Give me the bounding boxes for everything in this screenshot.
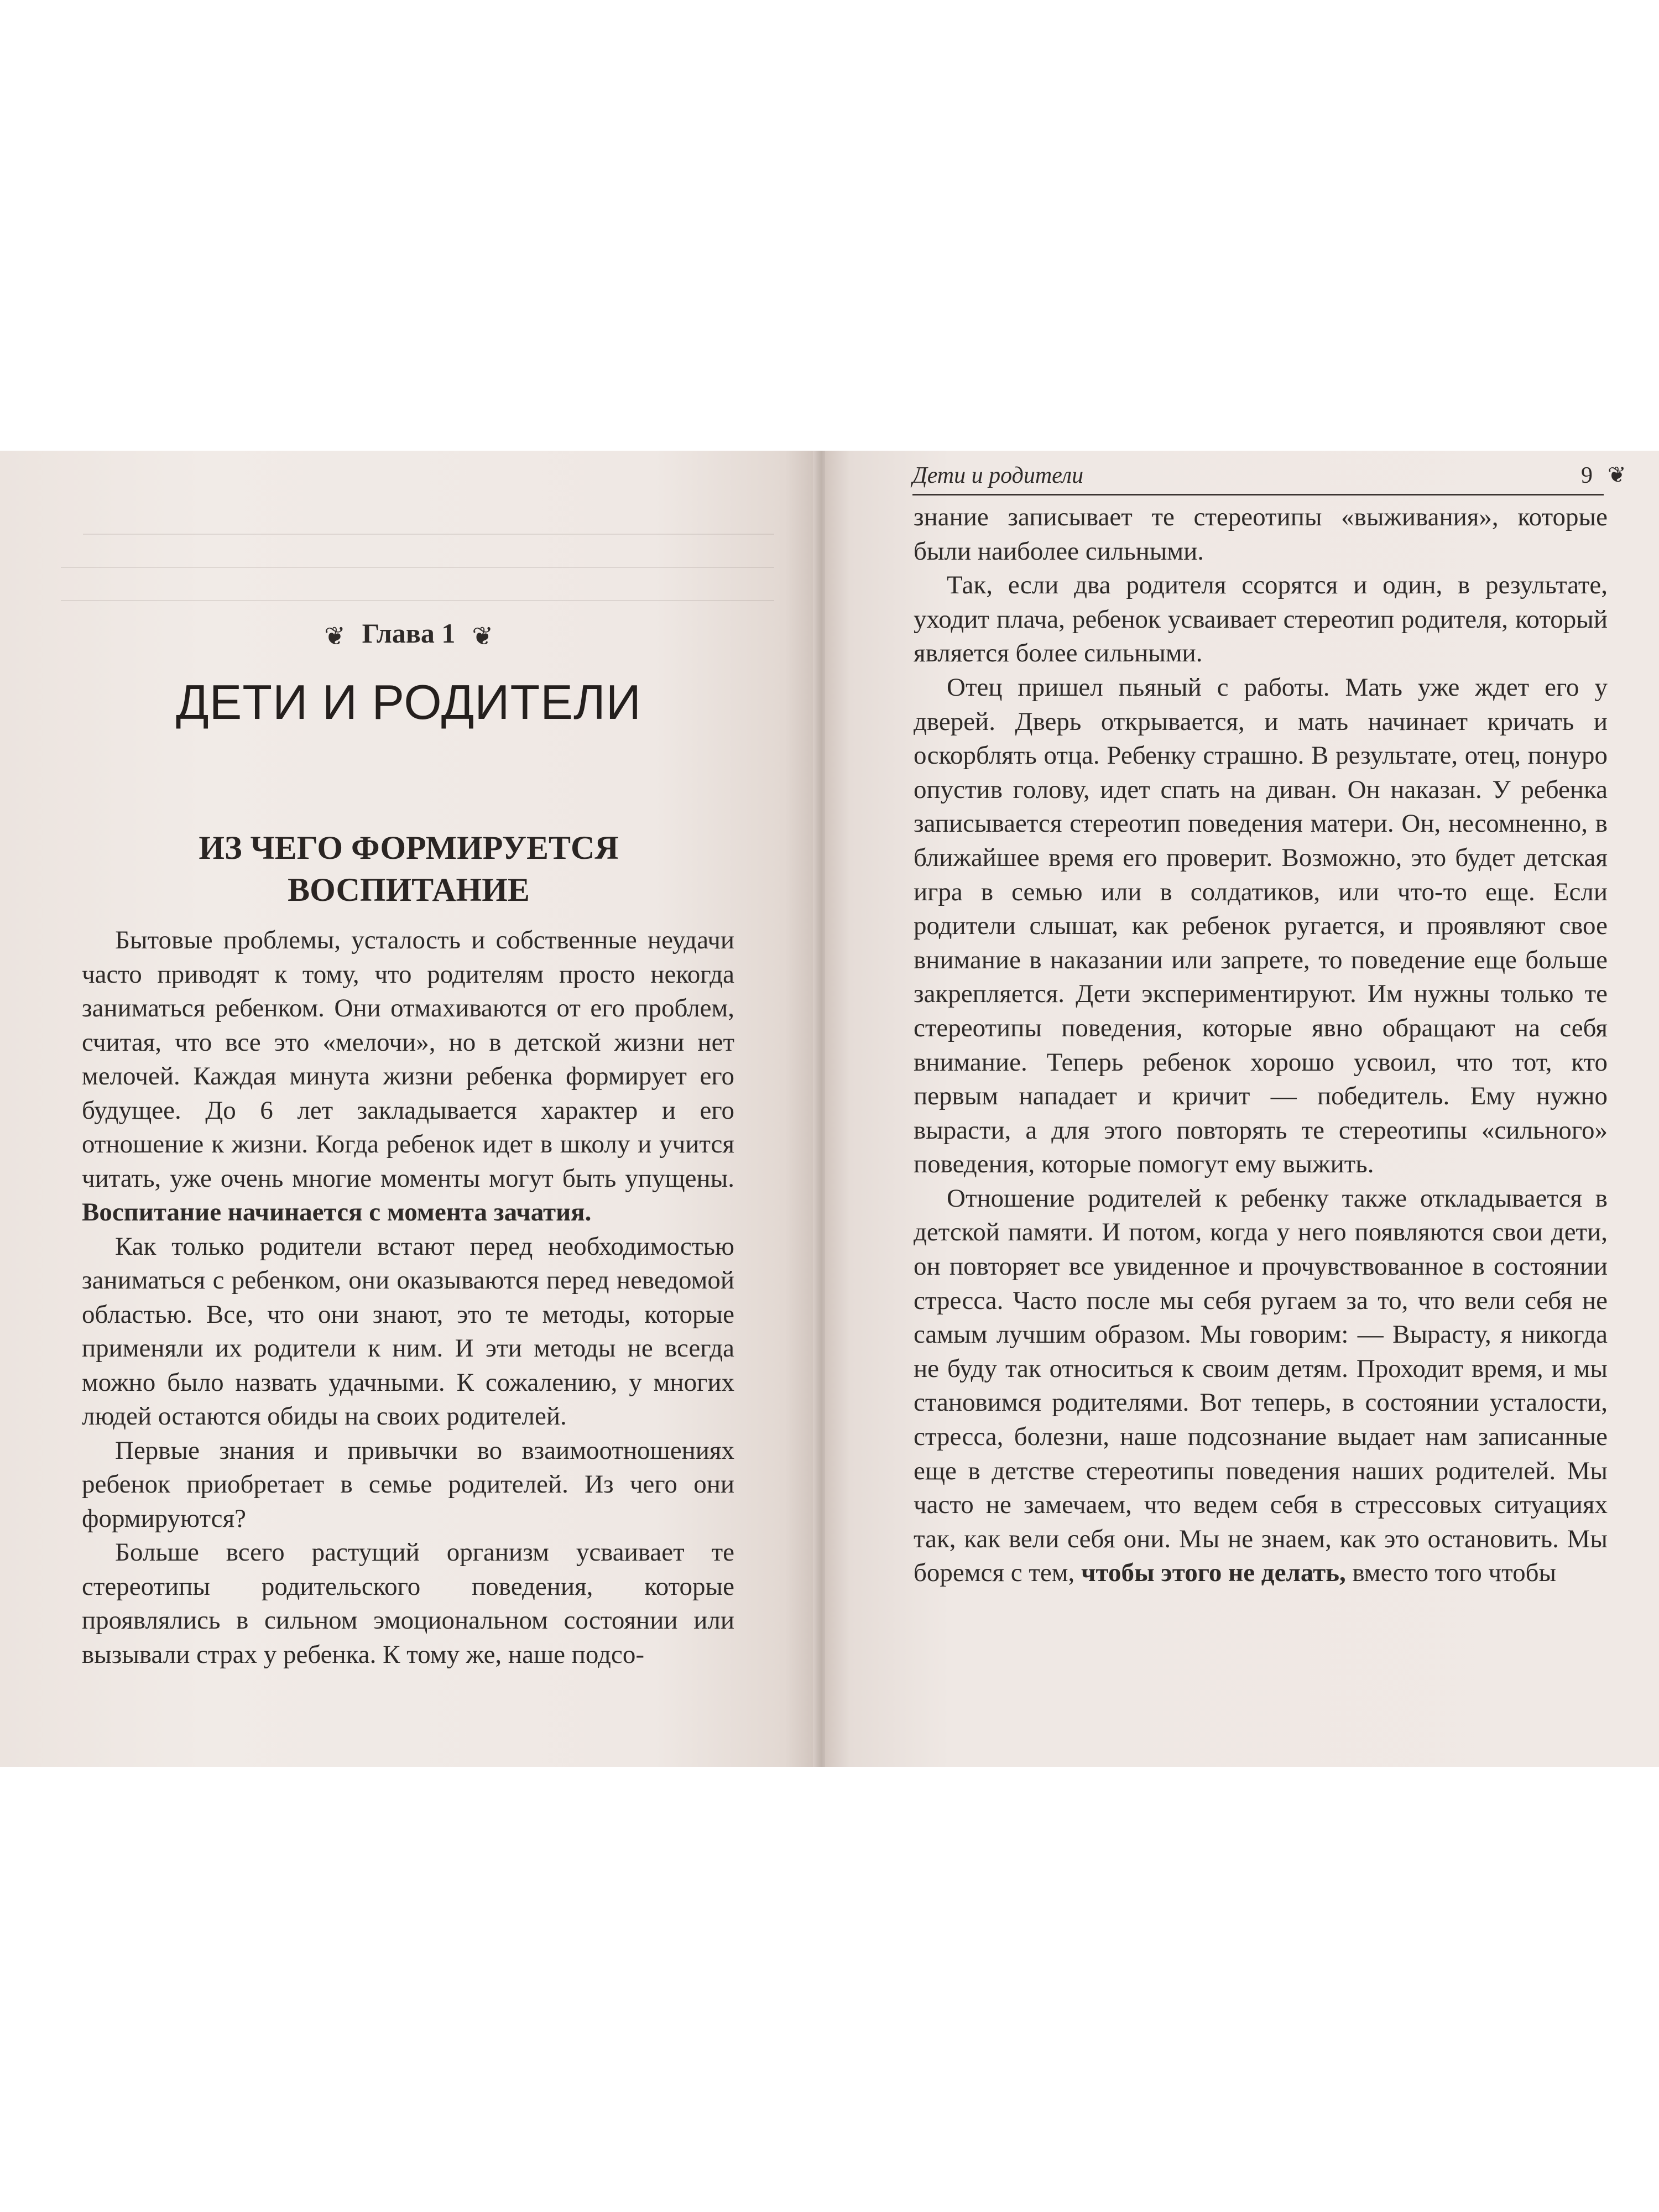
header-ornament-icon: ❦ — [1608, 462, 1626, 487]
bold-phrase: чтобы этого не делать, — [1081, 1558, 1346, 1588]
bleed-through-text — [17, 451, 791, 628]
paragraph: Так, если два родителя ссорятся и один, в результате, уходит плача, ребенок усваивает стереотип родителя, который является более сильными. — [914, 571, 1608, 668]
left-page — [0, 451, 817, 1767]
book-spread — [0, 451, 1659, 1767]
paragraph-text-end: вместо того чтобы — [1352, 1558, 1557, 1588]
paragraph: Больше всего растущий организм усваивает те стереотипы родительского поведения, которые проявлялись в сильном эмоциональном состоянии или вызывали страх у ребенка. К тому же, наше подсо- — [82, 1538, 734, 1669]
chapter-label: Глава 1 — [362, 618, 456, 649]
chapter-title: ДЕТИ И РОДИТЕЛИ — [175, 675, 642, 729]
ornament-left-icon: ❦ — [324, 622, 346, 650]
paragraph-text: Отношение родителей к ребенку также откладывается в детской памяти. И потом, когда у него появляются свои дети, он повторяет все увиденное и прочувствованное в состоянии стресса. Часто после мы себя ругаем за то, что вели себя не самым лучшим образом. Мы говорим: — Вырасту, я никогда не буду так относиться к своим детям. Проходит время, и мы становимся родителями. Вот теперь, в состоянии усталости, стресса, болезни, наше подсознание выдает нам записанные еще в детстве стереотипы поведения наших родителей. Мы часто не замечаем, что ведем себя в стрессовых ситуациях так, как вели себя они. Мы не знаем, как это остановить. Мы боремся с тем, — [914, 1183, 1608, 1588]
bold-phrase: Воспитание начинается с момента зачатия. — [82, 1198, 592, 1227]
ornament-right-icon: ❦ — [472, 622, 493, 650]
paragraph — [914, 1182, 1608, 1590]
running-title: Дети и родители — [912, 463, 1084, 488]
section-title-line-1: ИЗ ЧЕГО ФОРМИРУЕТСЯ — [199, 830, 619, 866]
section-title — [0, 827, 817, 911]
paragraph: Отец пришел пьяный с работы. Мать уже ждет его у дверей. Дверь открывается, и мать начинает кричать и оскорблять отца. Ребенку страшно. В результате, отец, понуро опустив голову, идет спать на диван. Он наказан. У ребенка записывается стереотип поведения матери. Он, несомненно, в ближайшее время его проверит. Возможно, это будет детская игра в семью или в солдатиков, или что-то еще. Если родители слышат, как ребенок ругается, и проявляют свое внимание в наказании или запрете, то поведение еще больше закрепляется. Дети экспериментируют. Им нужны только те стереотипы поведения, которые явно обращают на себя внимание. Теперь ребенок хорошо усвоил, что тот, кто первым нападает и кричит — победитель. Ему нужно вырасти, а для этого повторять те стереотипы «сильного» поведения, которые помогут ему выжить. — [914, 672, 1608, 1179]
paragraph-text: Бытовые проблемы, усталость и собственные неудачи часто приводят к тому, что родителям просто некогда заниматься ребенком. Они отмахиваются от его проблем, считая, что все это «мелочи», но в детской жизни нет мелочей. Каждая минута жизни ребенка формирует его будущее. До 6 лет закладывается характер и его отношение к жизни. Когда ребенок идет в школу и учится читать, уже очень многие моменты могут быть упущены. — [82, 926, 734, 1193]
paragraph: Как только родители встают перед необходимостью заниматься с ребенком, они оказываются перед неведомой областью. Все, что они знают, это те методы, которые применяли их родители к ним. И эти методы не всегда можно было назвать удачными. К сожалению, у многих людей остаются обиды на своих родителей. — [82, 1232, 734, 1431]
paragraph: Первые знания и привычки во взаимоотношениях ребенок приобретает в семье родителей. Из чего они формируются? — [82, 1436, 734, 1533]
right-body-text — [914, 500, 1608, 1590]
paragraph — [82, 924, 734, 1230]
section-title-line-2: ВОСПИТАНИЕ — [288, 872, 530, 908]
paragraph: знание записывает те стереотипы «выживания», которые были наиболее сильными. — [914, 503, 1608, 566]
page-number: 9 — [1581, 463, 1593, 488]
left-body-text — [82, 924, 734, 1672]
right-page — [825, 451, 1659, 1767]
running-header — [912, 461, 1604, 495]
chapter-heading — [0, 617, 817, 653]
